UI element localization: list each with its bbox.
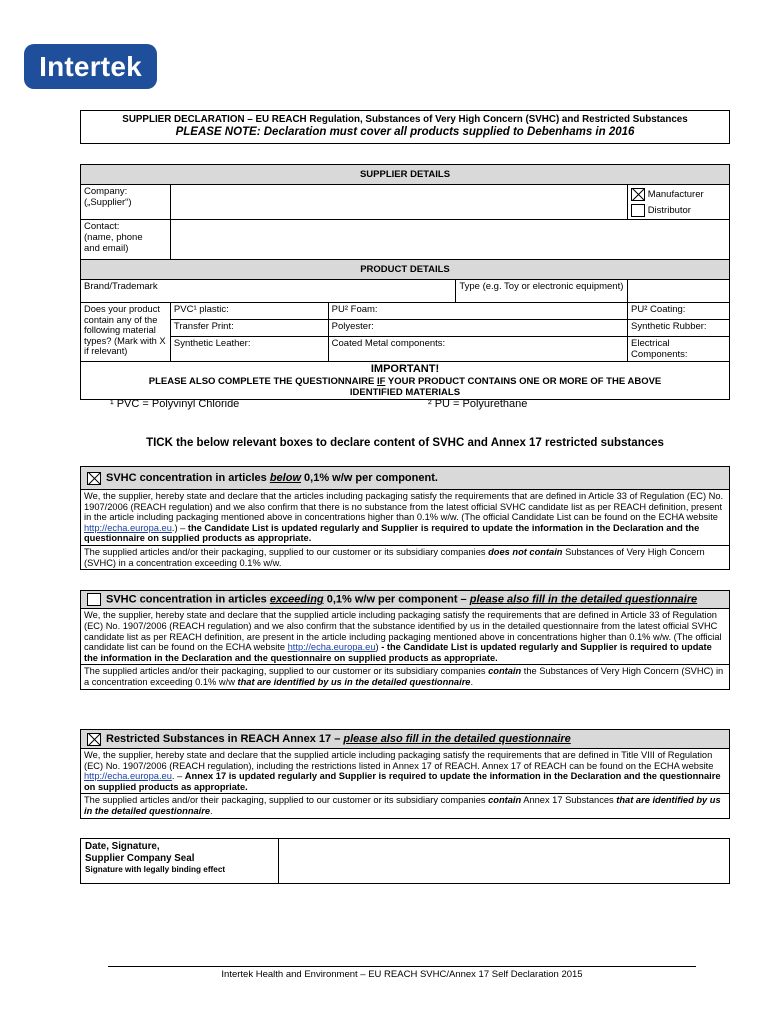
contact-label: Contact: (name, phone and email) (81, 220, 171, 260)
distributor-option[interactable]: Distributor (631, 204, 726, 217)
material-synthetic-rubber[interactable]: Synthetic Rubber: (628, 320, 730, 337)
material-coated-metal[interactable]: Coated Metal components: (328, 337, 627, 362)
echa-link[interactable]: http://echa.europa.eu (287, 642, 376, 653)
section-annex17-header: Restricted Substances in REACH Annex 17 – please also fill in the detailed questionnaire (81, 730, 729, 748)
material-pvc[interactable]: PVC¹ plastic: (170, 303, 328, 320)
material-transfer-print[interactable]: Transfer Print: (170, 320, 328, 337)
section-svhc-exceeding (80, 590, 730, 690)
company-label: Company: („Supplier“) (81, 185, 171, 220)
tick-instruction: TICK the below relevant boxes to declare content of SVHC and Annex 17 restricted substances (146, 437, 664, 449)
contact-field[interactable] (170, 220, 729, 260)
signature-table (80, 838, 730, 884)
svhc-below-checkbox[interactable] (87, 472, 101, 485)
echa-link[interactable]: http://echa.europa.eu (84, 771, 172, 782)
important-notice: IMPORTANT! PLEASE ALSO COMPLETE THE QUESTIONNAIRE IF YOUR PRODUCT CONTAINS ONE OR MORE OF THE ABOVE IDENTIFIED MATERIALS (81, 362, 730, 400)
manufacturer-option[interactable]: Manufacturer (631, 188, 726, 201)
details-table (80, 164, 730, 400)
annex17-checkbox[interactable] (87, 733, 101, 746)
distributor-checkbox[interactable] (631, 204, 645, 217)
signature-field[interactable] (278, 839, 729, 884)
footnote-pu: ² PU = Polyurethane (428, 398, 528, 410)
type-label: Type (e.g. Toy or electronic equipment) (456, 280, 628, 303)
manufacturer-checkbox[interactable] (631, 188, 645, 201)
supplier-type-options (628, 185, 730, 220)
header-note: PLEASE NOTE: Declaration must cover all products supplied to Debenhams in 2016 (175, 126, 635, 138)
product-details-title: PRODUCT DETAILS (81, 260, 730, 280)
svhc-exceeding-checkbox[interactable] (87, 593, 101, 606)
echa-link[interactable]: http://echa.europa.eu (84, 522, 172, 533)
material-electrical[interactable]: Electrical Components: (628, 337, 730, 362)
supplier-details-title: SUPPLIER DETAILS (81, 165, 730, 185)
material-polyester[interactable]: Polyester: (328, 320, 627, 337)
footnote-pvc: ¹ PVC = Polyvinyl Chloride (110, 398, 240, 410)
section-svhc-below (80, 466, 730, 570)
section-exceeding-header: SVHC concentration in articles exceeding 0,1% w/w per component – please also fill in the detailed questionnaire (81, 591, 729, 608)
section-below-statement: We, the supplier, hereby state and declare that the articles including packaging satisfy the requirements that are defined in Article 33 of Regulation (EC) No. 1907/2006 (REACH regulation) and we also confirm that there is no substance from the latest official SVHC candidate list as per REACH definition, present in the article including packaging mentioned above in concentrations higher than 0.1% w/w. (The official Candidate List can be found on the ECHA website http://echa.europa.eu.) – the Candidate List is updated regularly and Supplier is required to update the information in the Declaration and the questionnaire on supplied products as appropriate. (81, 489, 729, 545)
intertek-logo: Intertek (24, 44, 157, 89)
footer-rule (108, 966, 696, 967)
section-below-declaration: The supplied articles and/or their packaging, supplied to our customer or its subsidiary companies does not contain Substances of Very High Concern (SVHC) in a concentration exceeding 0.1% w/w. (81, 545, 729, 569)
declaration-header (80, 110, 730, 144)
material-pu-foam[interactable]: PU² Foam: (328, 303, 627, 320)
section-exceeding-statement: We, the supplier, hereby state and declare that the supplied article including packaging satisfy the requirements that are defined in Article 33 of Regulation (EC) No. 1907/2006 (REACH regulation) and we also confirm that the substance identified by us in the detailed questionnaire from the latest official SVHC candidate list as per REACH definition, are present in the article including packaging mentioned above in concentrations higher than 0.1% w/w. (The official candidate list can be found on the ECHA website http://echa.europa.eu) - the Candidate List is updated regularly and Supplier is required to update the information in the Declaration and the questionnaire on supplied products as appropriate. (81, 608, 729, 664)
section-annex17-statement: We, the supplier, hereby state and declare that the supplied article including packaging satisfy the requirements that are defined in Title VIII of Regulation (EC) No. 1907/2006 (REACH regulation), including the restrictions listed in Annex 17 of REACH. Annex 17 of REACH can be found on the ECHA website http://echa.europa.eu. – Annex 17 is updated regularly and Supplier is required to update the information in the Declaration and the questionnaire on supplied products as appropriate. (81, 748, 729, 793)
section-annex17-declaration: The supplied articles and/or their packaging, supplied to our customer or its subsidiary companies contain Annex 17 Substances that are identified by us in the detailed questionnaire. (81, 793, 729, 817)
section-exceeding-declaration: The supplied articles and/or their packaging, supplied to our customer or its subsidiary companies contain the Substances of Very High Concern (SVHC) in a concentration exceeding 0.1% w/w that are identified by us in the detailed questionnaire. (81, 664, 729, 688)
signature-label: Date, Signature, Supplier Company Seal Signature with legally binding effect (81, 839, 279, 884)
material-question: Does your product contain any of the following material types? (Mark with X if relevant) (81, 303, 171, 362)
brand-label: Brand/Trademark (81, 280, 456, 303)
material-pu-coating[interactable]: PU² Coating: (628, 303, 730, 320)
section-below-header: SVHC concentration in articles below 0,1% w/w per component. (81, 467, 729, 489)
section-annex17 (80, 729, 730, 819)
material-synthetic-leather[interactable]: Synthetic Leather: (170, 337, 328, 362)
company-field[interactable] (170, 185, 627, 220)
type-field[interactable] (628, 280, 730, 303)
header-title: SUPPLIER DECLARATION – EU REACH Regulation, Substances of Very High Concern (SVHC) and Restricted Substances (122, 114, 688, 125)
footer-text: Intertek Health and Environment – EU REACH SVHC/Annex 17 Self Declaration 2015 (221, 969, 583, 980)
